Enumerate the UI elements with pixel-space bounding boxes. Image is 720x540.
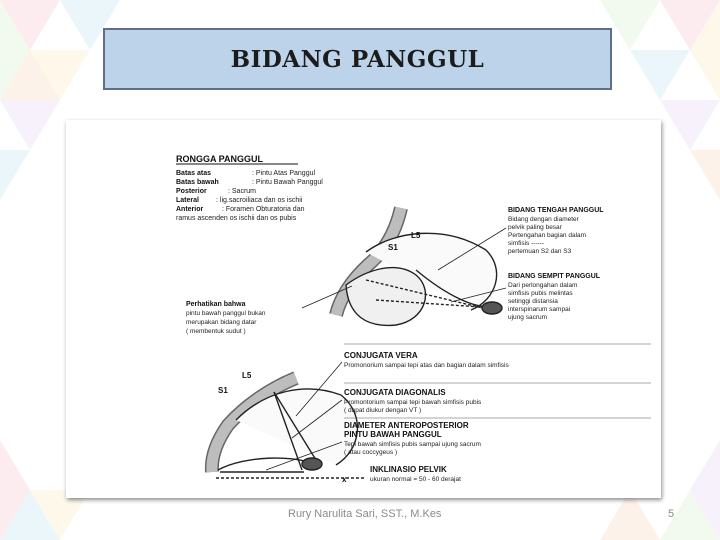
upper-pelvis-drawing bbox=[336, 208, 502, 325]
lower-l5-label: L5 bbox=[242, 371, 252, 380]
rongga-row-0-label: Batas atas bbox=[176, 170, 212, 177]
bidang-sempit-line-4: ujung sacrum bbox=[508, 314, 548, 321]
footer-author: Rury Narulita Sari, SST., M.Kes bbox=[288, 508, 442, 520]
rongga-row-2-label: Posterior bbox=[176, 188, 207, 195]
rongga-row-3-value: : lig.sacroiliaca dan os ischii bbox=[216, 197, 303, 204]
rongga-row-1-label: Batas bawah bbox=[176, 179, 219, 186]
conjugata-vera-desc: Promonorium sampai tepi atas dan bagian dalam simfisis bbox=[344, 362, 509, 369]
diameter-ap-heading-2: PINTU BAWAH PANGGUL bbox=[344, 430, 442, 439]
bidang-sempit-heading: BIDANG SEMPIT PANGGUL bbox=[508, 273, 601, 280]
bidang-tengah-line-3: simfisis ------ bbox=[508, 240, 545, 247]
upper-s1-label: S1 bbox=[388, 243, 398, 252]
bidang-tengah-line-1: pelvik paling besar bbox=[508, 224, 562, 231]
title-box bbox=[103, 28, 612, 90]
rongga-heading: RONGGA PANGGUL bbox=[176, 154, 263, 164]
bidang-tengah-line-2: Pertengahan bagian dalam bbox=[508, 232, 587, 239]
bidang-sempit-line-3: interspinarum sampai bbox=[508, 306, 571, 313]
rongga-row-3-label: Lateral bbox=[176, 197, 199, 204]
perhatikan-line-1: pintu bawah panggul bukan bbox=[186, 310, 266, 317]
pelvis-diagram bbox=[66, 120, 661, 498]
lower-pelvis-drawing bbox=[212, 378, 366, 478]
page-number: 5 bbox=[668, 508, 675, 520]
bidang-tengah-line-0: Bidang dengan diameter bbox=[508, 216, 579, 223]
diameter-ap-line-1: ( atau coccygeus ) bbox=[344, 449, 398, 456]
lower-s1-label: S1 bbox=[218, 386, 228, 395]
inklinasio-desc: ukuran normal = 50 - 60 derajat bbox=[370, 476, 461, 483]
diameter-ap-heading-1: DIAMETER ANTEROPOSTERIOR bbox=[344, 421, 469, 430]
bidang-tengah-line-4: pertemuan S2 dan S3 bbox=[508, 248, 572, 255]
bidang-sempit-line-2: setinggi distansia bbox=[508, 298, 558, 305]
conjugata-diagonalis-heading: CONJUGATA DIAGONALIS bbox=[344, 388, 446, 397]
pelvis-diagram-figure bbox=[66, 120, 661, 498]
inklinasio-x-mark: x bbox=[342, 475, 347, 484]
bidang-sempit-line-1: simfisis pubis melintas bbox=[508, 290, 573, 297]
rongga-row-2-value: : Sacrum bbox=[228, 188, 257, 195]
bidang-sempit-line-0: Dari perlongahan dalam bbox=[508, 282, 578, 289]
rongga-row-4-value: : Foramen Obturatoria dan bbox=[222, 206, 305, 213]
bidang-tengah-heading: BIDANG TENGAH PANGGUL bbox=[508, 207, 604, 214]
perhatikan-line-3: ( membentuk sudut ) bbox=[186, 328, 246, 335]
perhatikan-line-2: merupakan bidang datar bbox=[186, 319, 257, 326]
diameter-ap-line-0: Tepi bawah simfisis pubis sampai ujung sacrum bbox=[344, 441, 481, 448]
rongga-row-0-value: : Pintu Atas Panggul bbox=[252, 170, 316, 177]
rongga-row-4-label: Anterior bbox=[176, 206, 204, 213]
rongga-row-1-value: : Pintu Bawah Panggul bbox=[252, 179, 323, 186]
rongga-continuation: ramus ascenden os ischii dan os pubis bbox=[176, 215, 297, 222]
upper-l5-label: L5 bbox=[411, 231, 421, 240]
conjugata-vera-heading: CONJUGATA VERA bbox=[344, 351, 418, 360]
inklinasio-heading: INKLINASIO PELVIK bbox=[370, 465, 447, 474]
slide-title: BIDANG PANGGUL bbox=[230, 45, 485, 73]
perhatikan-line-0: Perhatikan bahwa bbox=[186, 301, 246, 308]
upper-symphysis bbox=[482, 302, 502, 314]
conjugata-diagonalis-line-1: ( dapat diukur dengan VT ) bbox=[344, 407, 422, 414]
lower-symphysis bbox=[302, 458, 322, 470]
conjugata-diagonalis-line-0: Promontorium sampai tepi bawah simfisis pubis bbox=[344, 399, 482, 406]
